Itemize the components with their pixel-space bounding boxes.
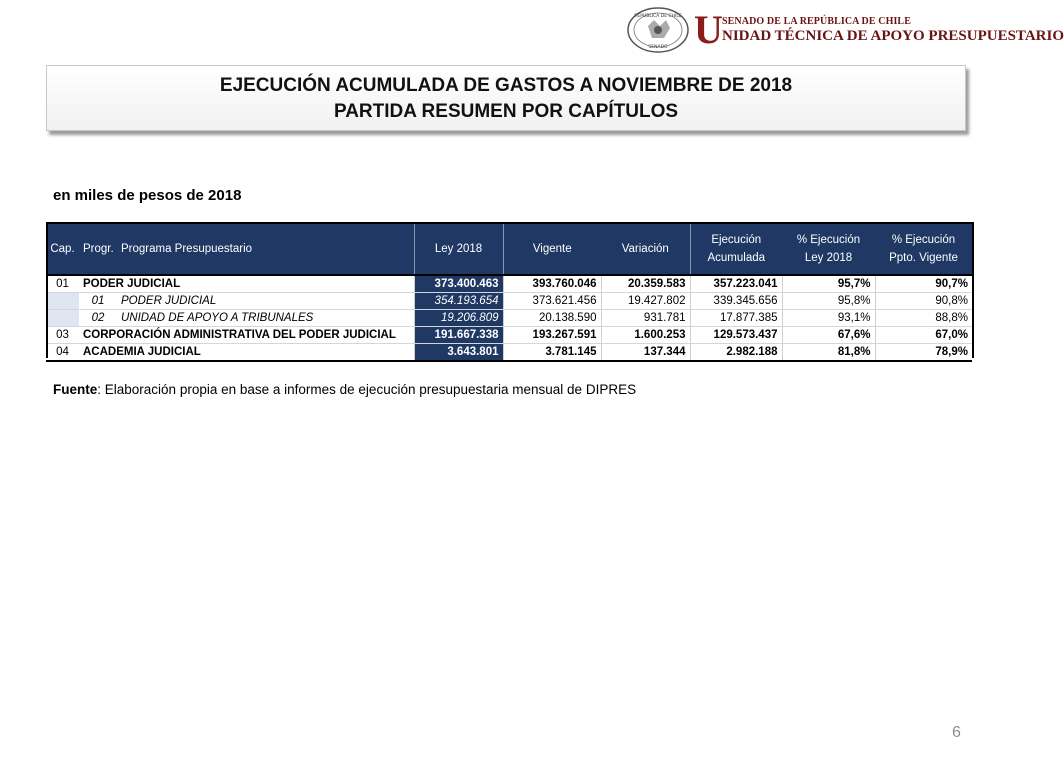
- cell-pct-ley: 95,8%: [782, 293, 875, 310]
- cell-name: ACADEMIA JUDICIAL: [79, 344, 414, 362]
- cell-progr: 02: [79, 310, 117, 327]
- cell-pct-ley: 93,1%: [782, 310, 875, 327]
- cell-name: PODER JUDICIAL: [117, 293, 414, 310]
- cell-progr: 01: [79, 293, 117, 310]
- header-ejecucion-line1: Ejecución: [711, 234, 762, 246]
- cell-name: CORPORACIÓN ADMINISTRATIVA DEL PODER JUDICIAL: [79, 327, 414, 344]
- cell-name: UNIDAD DE APOYO A TRIBUNALES: [117, 310, 414, 327]
- cell-ejecucion: 357.223.041: [690, 275, 782, 293]
- cell-variacion: 19.427.802: [601, 293, 690, 310]
- senate-logo: [626, 6, 1064, 54]
- logo-unit-text: NIDAD TÉCNICA DE APOYO PRESUPUESTARIO: [722, 28, 1064, 44]
- header-ley: Ley 2018: [414, 223, 503, 275]
- cell-cap: 01: [46, 275, 79, 293]
- cell-pct-vigente: 78,9%: [875, 344, 972, 362]
- cell-cap: [46, 293, 79, 310]
- cell-ejecucion: 339.345.656: [690, 293, 782, 310]
- cell-ejecucion: 129.573.437: [690, 327, 782, 344]
- cell-cap: 03: [46, 327, 79, 344]
- header-variacion: Variación: [601, 223, 690, 275]
- cell-variacion: 137.344: [601, 344, 690, 362]
- cell-ley: 19.206.809: [414, 310, 503, 327]
- cell-ley: 354.193.654: [414, 293, 503, 310]
- cell-pct-ley: 95,7%: [782, 275, 875, 293]
- table-header-row: [46, 223, 972, 275]
- cell-name: PODER JUDICIAL: [79, 275, 414, 293]
- page-number: 6: [952, 724, 961, 741]
- header-pct-ley: [782, 223, 875, 275]
- source-note: [53, 382, 636, 397]
- header-pct-vigente-line2: Ppto. Vigente: [889, 252, 958, 264]
- header-pct-ley-line2: Ley 2018: [804, 252, 853, 264]
- table-row: [46, 344, 972, 362]
- table-row: [46, 275, 972, 293]
- header-progr: Progr.: [79, 223, 117, 275]
- cell-pct-ley: 81,8%: [782, 344, 875, 362]
- cell-variacion: 20.359.583: [601, 275, 690, 293]
- cell-pct-vigente: 67,0%: [875, 327, 972, 344]
- header-vigente: Vigente: [503, 223, 601, 275]
- table-row: [46, 293, 972, 310]
- cell-ejecucion: 17.877.385: [690, 310, 782, 327]
- cell-pct-vigente: 90,7%: [875, 275, 972, 293]
- cell-pct-vigente: 90,8%: [875, 293, 972, 310]
- source-label: Fuente: [53, 382, 98, 397]
- header-pct-vigente: [875, 223, 972, 275]
- cell-pct-vigente: 88,8%: [875, 310, 972, 327]
- cell-ley: 373.400.463: [414, 275, 503, 293]
- header-pct-ley-line1: % Ejecución: [796, 234, 861, 246]
- budget-table: [46, 222, 972, 362]
- header-ejecucion: [690, 223, 782, 275]
- cell-vigente: 393.760.046: [503, 275, 601, 293]
- source-text: : Elaboración propia en base a informes de ejecución presupuestaria mensual de DIPRES: [97, 382, 637, 397]
- seal-top-text: REPÚBLICA DE CHILE: [634, 14, 682, 19]
- title-box: [46, 65, 966, 131]
- logo-initial: U: [694, 7, 723, 52]
- table-row: [46, 310, 972, 327]
- logo-senate-text: SENADO DE LA REPÚBLICA DE CHILE: [722, 16, 911, 27]
- header-ejecucion-line2: Acumulada: [707, 252, 766, 264]
- cell-variacion: 931.781: [601, 310, 690, 327]
- page-title: EJECUCIÓN ACUMULADA DE GASTOS A NOVIEMBRE DE 2018: [219, 75, 793, 96]
- cell-cap: 04: [46, 344, 79, 362]
- cell-vigente: 373.621.456: [503, 293, 601, 310]
- cell-ley: 3.643.801: [414, 344, 503, 362]
- seal-bottom-text: SENADO: [648, 45, 668, 50]
- header-pct-vigente-line1: % Ejecución: [891, 234, 956, 246]
- cell-ejecucion: 2.982.188: [690, 344, 782, 362]
- cell-ley: 191.667.338: [414, 327, 503, 344]
- table-row: [46, 327, 972, 344]
- cell-vigente: 193.267.591: [503, 327, 601, 344]
- cell-pct-ley: 67,6%: [782, 327, 875, 344]
- header-programa: Programa Presupuestario: [117, 223, 414, 275]
- cell-vigente: 3.781.145: [503, 344, 601, 362]
- page-subtitle: PARTIDA RESUMEN POR CAPÍTULOS: [333, 101, 679, 122]
- cell-vigente: 20.138.590: [503, 310, 601, 327]
- cell-cap: [46, 310, 79, 327]
- units-caption: en miles de pesos de 2018: [53, 187, 242, 204]
- senate-seal-icon: [626, 6, 690, 54]
- cell-variacion: 1.600.253: [601, 327, 690, 344]
- header-cap: Cap.: [46, 223, 79, 275]
